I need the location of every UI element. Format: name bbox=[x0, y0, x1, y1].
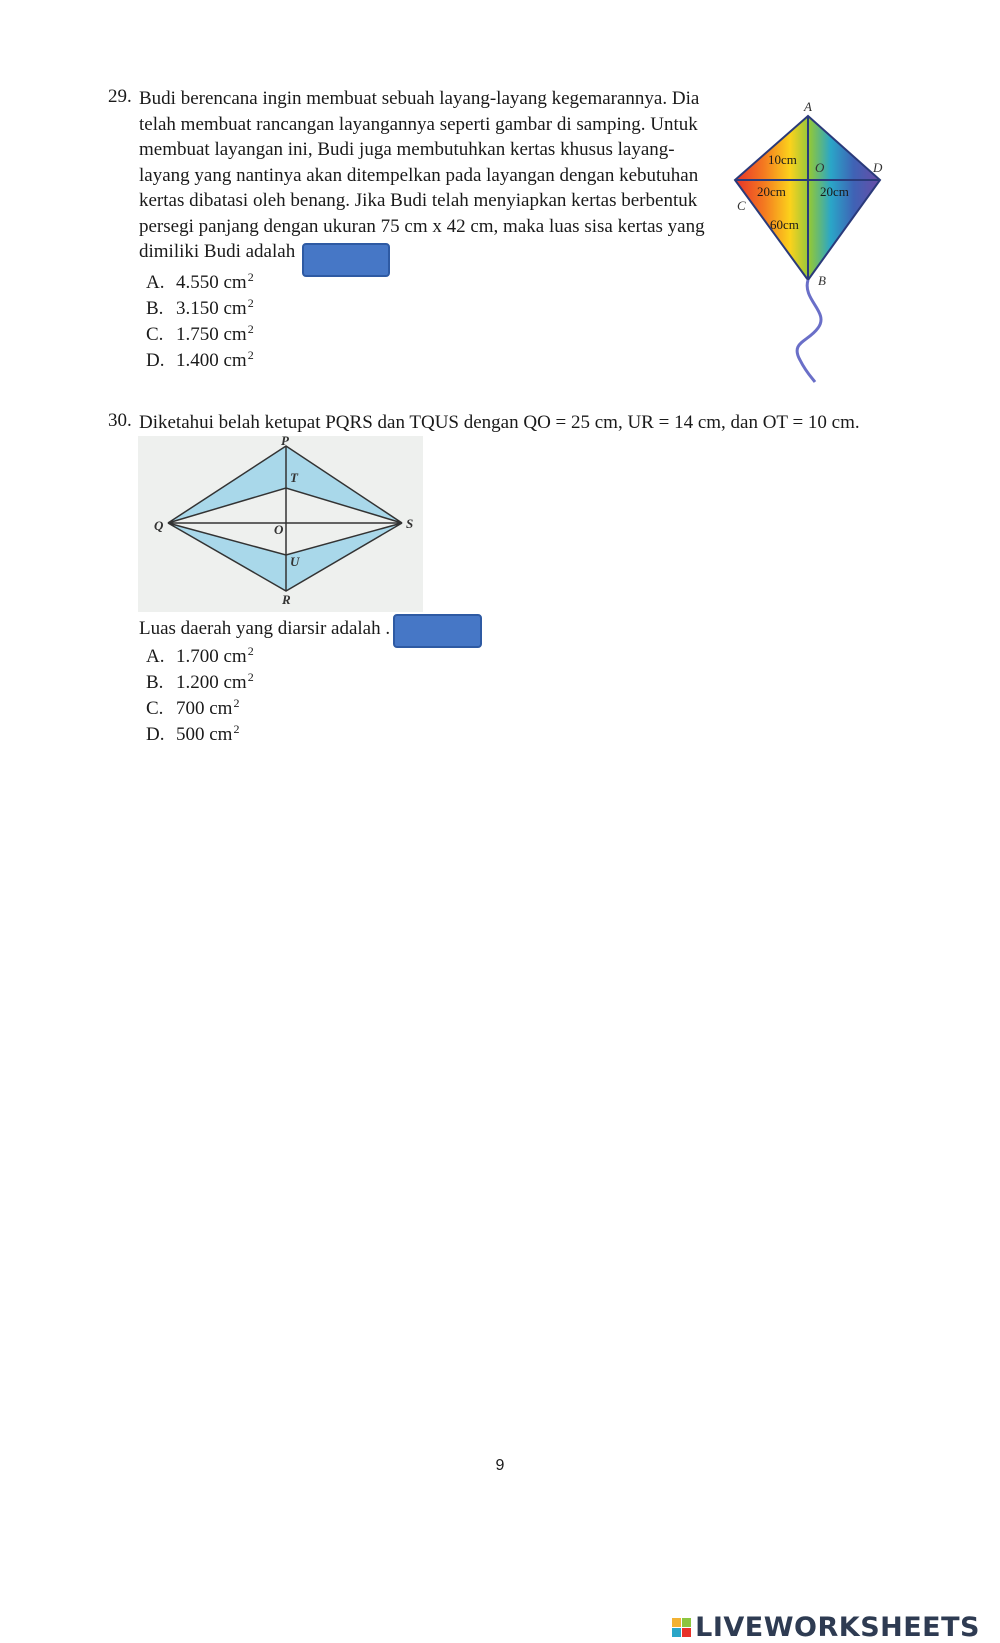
question-30-stem: Diketahui belah ketupat PQRS dan TQUS dengan QO = 25 cm, UR = 14 cm, dan OT = 10 cm. bbox=[139, 412, 860, 433]
option-letter: C. bbox=[146, 698, 164, 719]
option-value: 1.750 cm bbox=[176, 324, 247, 345]
question-29-line: layang yang nantinya akan ditempelkan pada layangan dengan kebutuhan bbox=[139, 164, 699, 186]
option-exponent: 2 bbox=[247, 348, 254, 362]
question-29-text bbox=[139, 86, 709, 265]
question-29-line: kertas dibatasi oleh benang. Jika Budi telah menyiapkan kertas berbentuk bbox=[139, 190, 698, 211]
liveworksheets-logo-icon bbox=[672, 1618, 691, 1637]
option-letter: A. bbox=[146, 646, 165, 667]
option-30-d[interactable] bbox=[146, 716, 239, 748]
option-value: 1.700 cm bbox=[176, 646, 247, 667]
option-letter: B. bbox=[146, 298, 164, 319]
question-29-line: Budi berencana ingin membuat sebuah layang-layang kegemarannya. Dia bbox=[139, 88, 700, 109]
question-29-line: dimiliki Budi adalah bbox=[139, 241, 296, 262]
liveworksheets-logo bbox=[672, 1612, 980, 1643]
rhombus-figure bbox=[138, 436, 423, 612]
option-value: 4.550 cm bbox=[176, 272, 247, 293]
rhombus-label-s: S bbox=[406, 516, 414, 531]
kite-dim-mid-left: 20cm bbox=[757, 184, 786, 199]
question-30-number: 30. bbox=[108, 410, 132, 431]
option-letter: B. bbox=[146, 672, 164, 693]
liveworksheets-logo-text: LIVEWORKSHEETS bbox=[695, 1612, 980, 1643]
kite-label-b: B bbox=[818, 273, 826, 288]
option-exponent: 2 bbox=[233, 722, 240, 736]
rhombus-label-u: U bbox=[290, 554, 300, 569]
kite-dim-mid-right: 20cm bbox=[820, 184, 849, 199]
option-value: 3.150 cm bbox=[176, 298, 247, 319]
kite-dim-top-left: 10cm bbox=[768, 152, 797, 167]
answer-input-29[interactable] bbox=[302, 243, 390, 277]
option-29-d[interactable] bbox=[146, 342, 254, 374]
question-30-prompt-text: Luas daerah yang diarsir adalah bbox=[139, 618, 381, 639]
rhombus-label-p: P bbox=[281, 436, 289, 448]
question-29-line: telah membuat rancangan layangannya seperti gambar di samping. Untuk bbox=[139, 113, 698, 135]
kite-label-o: O bbox=[815, 160, 825, 175]
kite-figure bbox=[720, 90, 900, 390]
option-letter: A. bbox=[146, 272, 165, 293]
option-exponent: 2 bbox=[247, 670, 254, 684]
option-letter: C. bbox=[146, 324, 164, 345]
option-exponent: 2 bbox=[247, 296, 254, 310]
option-exponent: 2 bbox=[247, 270, 254, 284]
page-number: 9 bbox=[495, 1457, 505, 1474]
option-exponent: 2 bbox=[233, 696, 240, 710]
option-value: 1.200 cm bbox=[176, 672, 247, 693]
kite-label-c: C bbox=[737, 198, 746, 213]
kite-dim-bottom: 60cm bbox=[770, 217, 799, 232]
option-value: 1.400 cm bbox=[176, 350, 247, 371]
option-value: 500 cm bbox=[176, 724, 233, 745]
rhombus-label-o: O bbox=[274, 522, 284, 537]
rhombus-label-t: T bbox=[290, 470, 298, 485]
option-letter: D. bbox=[146, 350, 165, 371]
question-30-prompt-dot: . bbox=[385, 618, 391, 639]
question-29-number: 29. bbox=[108, 86, 132, 107]
question-29-line: persegi panjang dengan ukuran 75 cm x 42 cm, maka luas sisa kertas yang bbox=[139, 215, 705, 237]
option-letter: D. bbox=[146, 724, 165, 745]
option-value: 700 cm bbox=[176, 698, 233, 719]
question-29-line: membuat layangan ini, Budi juga membutuhkan kertas khusus layang- bbox=[139, 139, 675, 160]
kite-label-d: D bbox=[873, 160, 883, 175]
rhombus-label-q: Q bbox=[154, 518, 164, 533]
answer-input-30[interactable] bbox=[393, 614, 482, 648]
option-exponent: 2 bbox=[247, 322, 254, 336]
rhombus-label-r: R bbox=[282, 592, 291, 607]
option-exponent: 2 bbox=[247, 644, 254, 658]
kite-tail bbox=[797, 280, 821, 382]
kite-label-a: A bbox=[804, 99, 812, 114]
